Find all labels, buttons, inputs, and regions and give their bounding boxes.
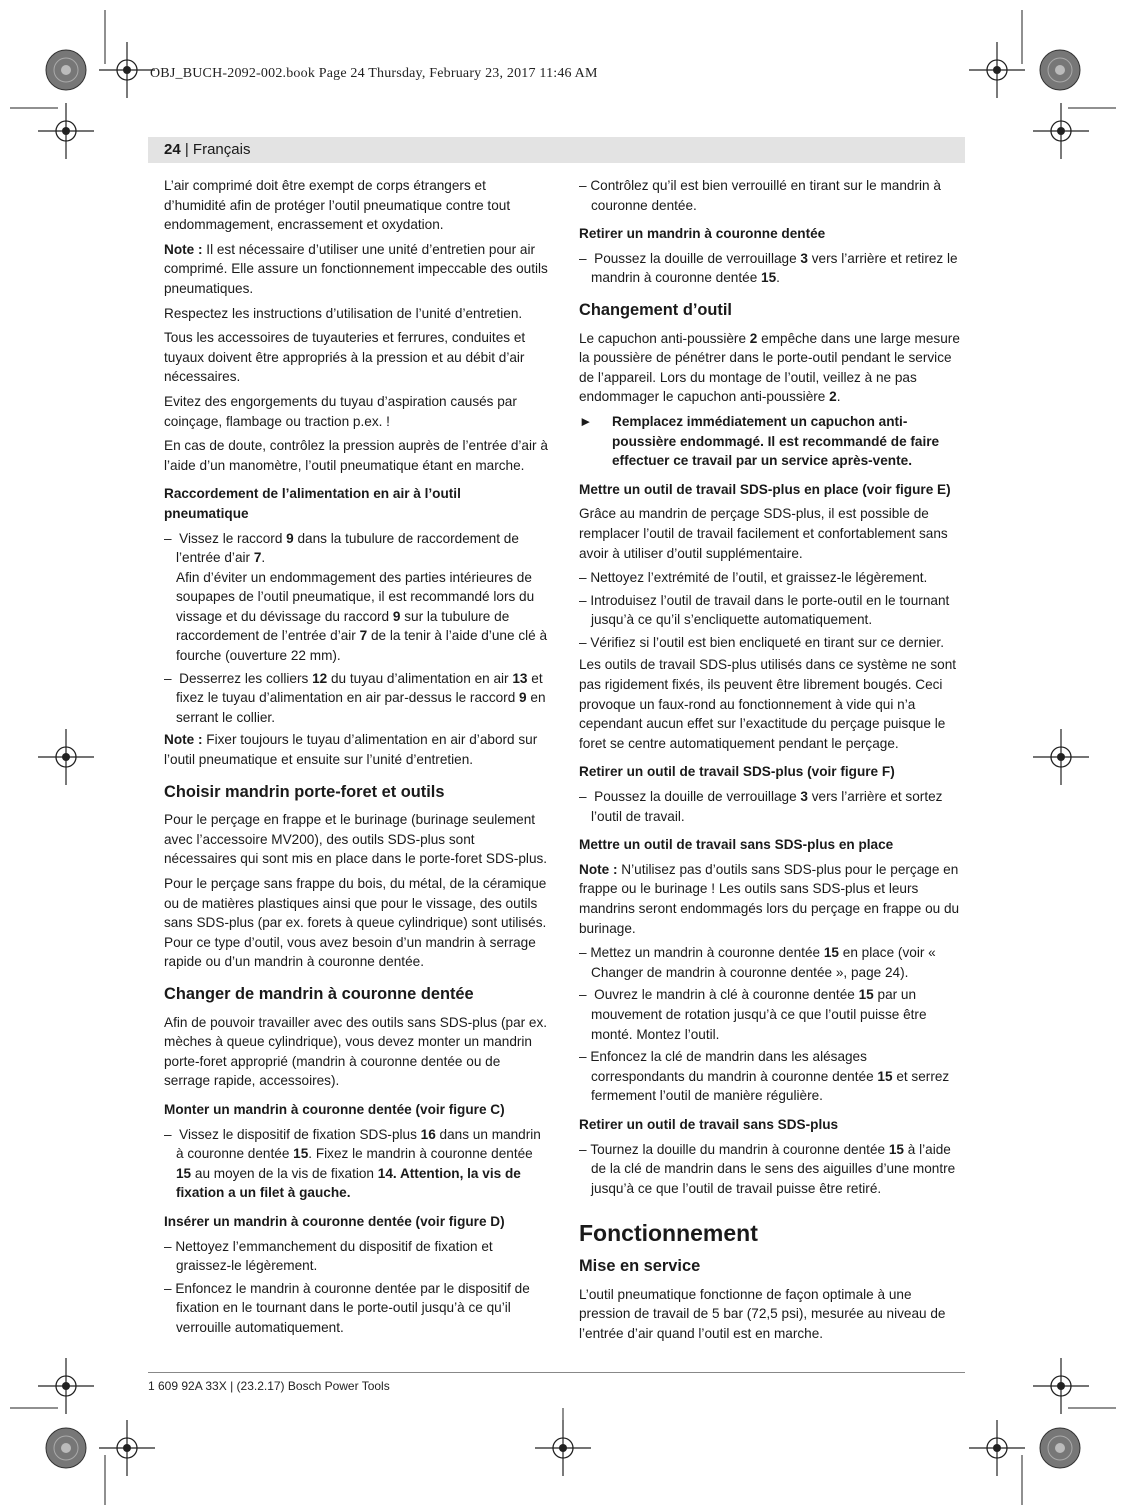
note-text: Il est nécessaire d’utiliser une unité d’entretien pour air comprimé. Elle assure un fonctionnement impeccable des outils pneumatiques.: [164, 241, 548, 296]
ref-number: 9: [392, 608, 401, 624]
text: vers l’arrière et sortez l’outil de travail.: [591, 789, 943, 824]
list-item: [164, 1237, 548, 1276]
list-item: [164, 529, 548, 666]
note-paragraph: [579, 860, 963, 938]
list-dash: –: [579, 634, 587, 650]
list-item: [579, 787, 963, 826]
list-dash: –: [579, 789, 587, 805]
paragraph: Evitez des engorgements du tuyau d’aspiration causés par coinçage, flambage ou traction p.ex. !: [164, 393, 517, 429]
page-footer: 1 609 92A 33X | (23.2.17) Bosch Power Tools: [148, 1379, 390, 1393]
list-continuation: [176, 568, 548, 666]
text: et serrez fermement l’outil de manière régulière.: [591, 1068, 950, 1104]
text: Poussez la douille de verrouillage: [594, 250, 801, 266]
header-separator: |: [180, 141, 193, 158]
paragraph: Respectez les instructions d’utilisation de l’unité d’entretien.: [164, 305, 523, 321]
text: .: [261, 550, 266, 566]
ref-number: 3: [800, 789, 808, 805]
ref-number: 15: [761, 270, 777, 286]
list-dash: –: [579, 1141, 587, 1157]
section-heading: Mettre un outil de travail sans SDS-plus en place: [579, 837, 894, 853]
list-item: [164, 1125, 548, 1203]
page-header: [148, 137, 965, 163]
list-item: [579, 568, 963, 588]
text: de la tenir à l’aide d’une clé à fourche (ouverture 22 mm).: [176, 628, 548, 664]
note-paragraph: [164, 240, 548, 299]
section-heading: Retirer un outil de travail SDS-plus (voir figure F): [579, 764, 895, 780]
text: Enfoncez la clé de mandrin dans les alésages correspondants du mandrin à couronne dentée: [590, 1049, 878, 1084]
text: en place (voir « Changer de mandrin à couronne dentée », page 24).: [591, 945, 936, 980]
list-dash: –: [164, 1126, 172, 1142]
section-heading: Raccordement de l’alimentation en air à l’outil pneumatique: [164, 486, 461, 521]
text: . Fixez le mandrin à couronne dentée: [308, 1146, 533, 1162]
text: par un mouvement de rotation jusqu’à ce que l’outil puisse être monté. Montez l’outil.: [591, 987, 927, 1042]
text: empêche dans une large mesure la poussière de pénétrer dans le porte-outil pendant le service de l’appareil. Lors du montage de l’outil, veillez à ne pas endommager le capuchon anti-poussière: [579, 330, 960, 405]
list-dash: –: [579, 178, 587, 193]
ref-number: 15: [293, 1146, 309, 1162]
text: .: [776, 270, 780, 286]
text: sur la tubulure de raccordement de l’entrée d’air: [176, 608, 510, 644]
list-dash: –: [579, 570, 587, 586]
ref-number: 2: [829, 389, 837, 405]
section-heading: Retirer un mandrin à couronne dentée: [579, 226, 826, 242]
chapter-heading: Fonctionnement: [579, 1220, 758, 1247]
list-item: [164, 1279, 548, 1338]
ref-number: 14: [377, 1165, 393, 1181]
section-heading: Monter un mandrin à couronne dentée (voir figure C): [164, 1101, 505, 1117]
ref-number: 7: [359, 628, 368, 644]
ref-number: 15: [858, 987, 874, 1003]
text: dans la tubulure de raccordement de l’entrée d’air: [176, 530, 519, 566]
text: Vissez le dispositif de fixation SDS-plus: [179, 1126, 421, 1142]
ref-number: 15: [176, 1165, 192, 1181]
text: Le capuchon anti-poussière: [579, 330, 750, 346]
section-heading: Changer de mandrin à couronne dentée: [164, 984, 474, 1003]
text: Afin d’éviter un endommagement des parties intérieures de soupapes de l’outil pneumatique, il est recommandé lors du vissage et du dévissage du raccord: [176, 569, 535, 624]
list-dash: –: [579, 1049, 587, 1065]
ref-number: 16: [420, 1126, 436, 1142]
list-dash: –: [579, 250, 587, 266]
list-item: [579, 1140, 963, 1199]
list-dash: –: [579, 945, 587, 961]
paragraph: Afin de pouvoir travailler avec des outils sans SDS-plus (par ex. mèches à queue cylindrique), vous devez monter un mandrin porte-foret approprié (mandrin à couronne dentée ou de serrage rapide, accessoires).: [164, 1014, 548, 1089]
list-item: [579, 943, 963, 982]
left-column: [164, 176, 548, 1340]
section-heading: Mise en service: [579, 1256, 701, 1275]
list-item: [579, 985, 963, 1044]
text: Introduisez l’outil de travail dans le porte-outil en le tournant jusqu’à ce qu’il s’encliquette automatiquement.: [590, 592, 950, 628]
list-dash: –: [579, 987, 587, 1003]
ref-number: 12: [312, 670, 328, 686]
note-text: Fixer toujours le tuyau d’alimentation en air d’abord sur l’outil pneumatique et ensuite sur l’unité d’entretien.: [164, 732, 538, 768]
list-item: [579, 633, 963, 653]
list-dash: –: [164, 670, 172, 686]
section-heading: Mettre un outil de travail SDS-plus en place (voir figure E): [579, 481, 951, 497]
list-item: [579, 591, 963, 630]
text: .: [836, 389, 841, 405]
ref-number: 15: [877, 1068, 893, 1084]
ref-number: 9: [286, 530, 294, 546]
text: Contrôlez qu’il est bien verrouillé en tirant sur le mandrin à couronne dentée.: [590, 178, 941, 213]
paragraph: Grâce au mandrin de perçage SDS-plus, il est possible de remplacer l’outil de travail facilement et confortablement sans avoir à utiliser d’outil supplémentaire.: [579, 506, 948, 561]
note-label: Note :: [164, 241, 203, 257]
list-dash: –: [164, 1238, 172, 1254]
paragraph: L’outil pneumatique fonctionne de façon optimale à une pression de travail de 5 bar (72,5 psi), mesurée au niveau de l’entrée d’air quand l’outil est en marche.: [579, 1286, 946, 1341]
safety-warning: [579, 412, 963, 471]
ref-number: 15: [888, 1141, 904, 1157]
page-number: 24: [164, 141, 181, 158]
text: Vérifiez si l’outil est bien encliqueté en tirant sur ce dernier.: [590, 634, 944, 650]
right-column: [579, 176, 963, 1348]
text: Mettez un mandrin à couronne dentée: [590, 945, 824, 961]
text: Enfoncez le mandrin à couronne dentée par le dispositif de fixation en le tournant dans le porte-outil jusqu’à ce qu’il verrouille automatiquement.: [175, 1280, 530, 1335]
text: et fixez le tuyau d’alimentation en air par-dessus le raccord: [176, 670, 543, 706]
list-item: [579, 176, 963, 215]
text: en serrant le collier.: [176, 690, 546, 725]
ref-number: 3: [800, 250, 808, 266]
ref-number: 7: [253, 550, 262, 566]
note-label: Note :: [164, 732, 203, 748]
list-dash: –: [164, 530, 172, 546]
list-dash: –: [579, 592, 587, 608]
text: à l’aide de la clé de mandrin dans le sens des aiguilles d’une montre jusqu’à ce que l’outil de travail puisse être retiré.: [591, 1141, 956, 1196]
text: Poussez la douille de verrouillage: [594, 789, 801, 805]
paragraph: Tous les accessoires de tuyauteries et ferrures, conduites et tuyaux doivent être appropriés à la pression et au débit d’air nécessaires.: [164, 330, 526, 385]
text: Vissez le raccord: [179, 530, 287, 546]
note-paragraph: [164, 730, 548, 769]
text: Nettoyez l’emmanchement du dispositif de fixation et graissez-le légèrement.: [175, 1238, 493, 1274]
text: au moyen de la vis de fixation: [191, 1165, 378, 1181]
triangle-arrow-icon: ►: [579, 413, 593, 429]
text: du tuyau d’alimentation en air: [327, 670, 513, 686]
section-heading: Insérer un mandrin à couronne dentée (voir figure D): [164, 1213, 505, 1229]
list-dash: –: [164, 1280, 172, 1296]
paragraph: En cas de doute, contrôlez la pression auprès de l’entrée d’air à l’aide d’un manomètre, l’outil pneumatique étant en marche.: [164, 438, 548, 473]
warning-text: . Attention, la vis de fixation a un filet à gauche.: [176, 1165, 521, 1201]
paragraph: Les outils de travail SDS-plus utilisés dans ce système ne sont pas rigidement fixés, ils peuvent être librement bougés. Ceci provoque un faux-rond au fonctionnement à vide qui n’a cependant aucun effet sur l’exactitude du perçage puisque le foret se centre automatiquement pendant le perçage.: [579, 657, 957, 751]
text: vers l’arrière et retirez le mandrin à couronne dentée: [591, 250, 958, 286]
text: Nettoyez l’extrémité de l’outil, et graissez-le légèrement.: [590, 570, 928, 586]
note-text: N’utilisez pas d’outils sans SDS-plus pour le perçage en frappe ou le burinage ! Les outils sans SDS-plus et leurs mandrins seront endommagés lors du perçage en frappe ou du burinage.: [579, 861, 960, 936]
section-heading: Retirer un outil de travail sans SDS-plus: [579, 1116, 839, 1132]
text: Tournez la douille du mandrin à couronne dentée: [590, 1141, 889, 1157]
text: Ouvrez le mandrin à clé à couronne dentée: [594, 987, 859, 1003]
paragraph: L’air comprimé doit être exempt de corps étrangers et d’humidité afin de protéger l’outil pneumatique contre tout endommagement, encrassement et oxydation.: [164, 178, 511, 233]
section-heading: Choisir mandrin porte-foret et outils: [164, 782, 445, 801]
ref-number: 13: [512, 670, 528, 686]
list-item: [164, 669, 548, 728]
footer-divider: [148, 1372, 965, 1373]
ref-number: 9: [519, 690, 527, 706]
paragraph: Pour le perçage sans frappe du bois, du métal, de la céramique ou de matières plastiques ainsi que pour le vissage, des outils sans SDS-plus (par ex. forets à queue cylindrique) sont utilisés. Pour ce type d’outil, vous avez besoin d’un mandrin à serrage rapide ou d’un mandrin à couronne dentée.: [164, 876, 547, 970]
note-label: Note :: [579, 861, 618, 877]
warning-text: Remplacez immédiatement un capuchon anti-poussière endommagé. Il est recommandé de faire effectuer ce travail par un service après-vente.: [612, 413, 940, 469]
section-heading: Changement d’outil: [579, 300, 732, 319]
paragraph: [579, 329, 963, 407]
paragraph: Pour le perçage en frappe et le burinage (burinage seulement avec l’accessoire MV200), des outils SDS-plus sont nécessaires qui sont mis en place dans le porte-foret SDS-plus.: [164, 812, 548, 867]
page-number-label: [164, 141, 250, 158]
list-item: [579, 1047, 963, 1106]
list-item: [579, 249, 963, 288]
header-language: Français: [192, 141, 251, 158]
ref-number: 2: [749, 330, 758, 346]
text: Desserrez les colliers: [179, 670, 313, 686]
text: dans un mandrin à couronne dentée: [176, 1126, 541, 1162]
print-slug: OBJ_BUCH-2092-002.book Page 24 Thursday, February 23, 2017 11:46 AM: [150, 66, 598, 81]
ref-number: 15: [823, 945, 839, 961]
